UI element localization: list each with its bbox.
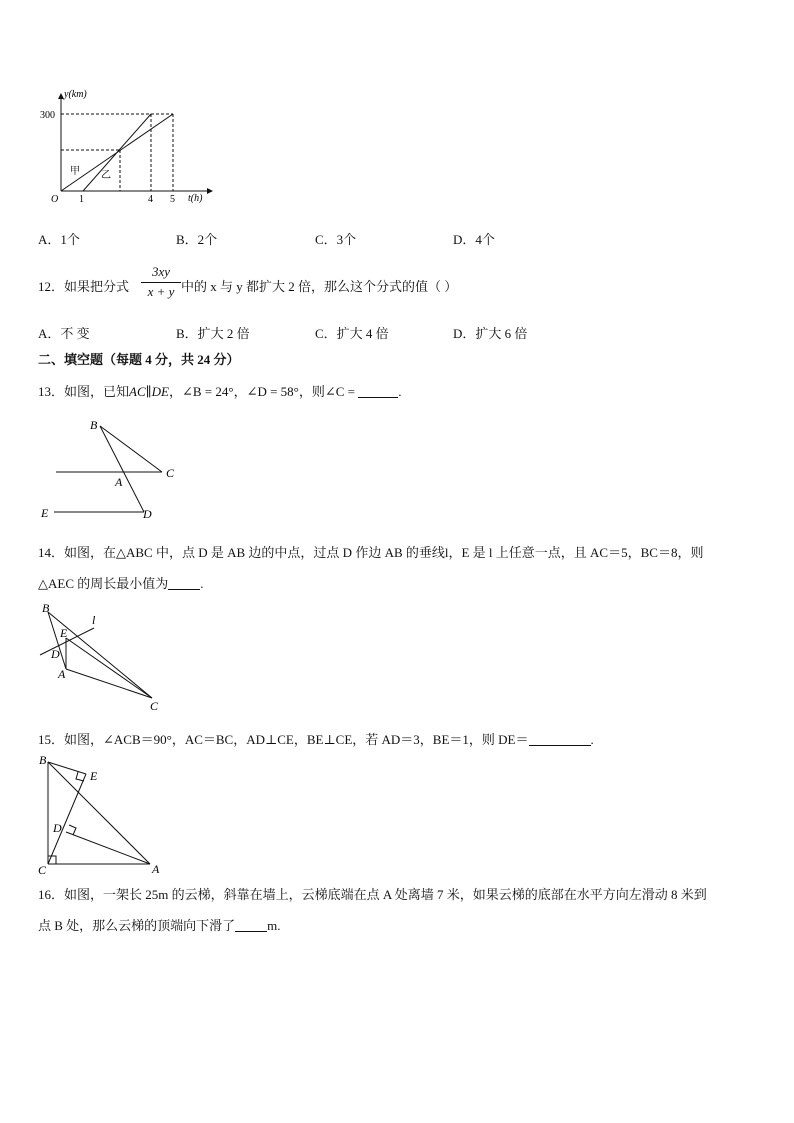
x-tick-4: 4 [148, 194, 153, 205]
q14-figure [36, 600, 166, 712]
q13-answer-blank[interactable] [358, 385, 398, 398]
q11-option-a: A．1个 [38, 232, 80, 247]
q14-label-l: l [92, 613, 96, 627]
q15-figure [36, 752, 166, 876]
q16-line2 [38, 915, 281, 934]
q12-option-d: D．扩大 6 倍 [453, 326, 528, 341]
y-axis-label: y(km) [64, 89, 87, 100]
q15-label-e: E [90, 769, 98, 783]
q11-option-b: B．2个 [176, 232, 218, 247]
q16-line1: 16．如图，一架长 25m 的云梯，斜靠在墙上，云梯底端在点 A 处离墙 7 米，如果云梯的底部在水平方向左滑动 8 米到 [38, 887, 707, 902]
q14-line2 [38, 573, 204, 592]
q15-label-d: D [53, 821, 62, 835]
q12-option-a: A．不 变 [38, 326, 90, 341]
y-tick-300: 300 [40, 110, 55, 121]
q13-label-b: B [90, 418, 98, 432]
q11-option-d: D．4个 [453, 232, 495, 247]
q12-option-c: C．扩大 4 倍 [315, 326, 389, 341]
q14-label-b: B [42, 601, 50, 615]
q12-denominator: x + y [147, 284, 175, 299]
q14-answer-blank[interactable] [168, 577, 200, 590]
q13-condition: AC∥DE [129, 384, 169, 399]
line-yi [83, 114, 151, 191]
q15-answer-blank[interactable] [529, 733, 591, 746]
q11-distance-time-graph [40, 84, 226, 214]
q12-prefix: 12．如果把分式 [38, 279, 130, 294]
label-yi: 乙 [101, 170, 111, 181]
q15-text [38, 729, 594, 748]
x-tick-1: 1 [79, 194, 84, 205]
q14-label-e: E [60, 626, 68, 640]
q14-label-a: A [58, 667, 66, 681]
q13-text-part2: ，∠B = 24°，∠D = 58°，则∠C = [168, 384, 356, 399]
q13-label-d: D [143, 507, 152, 521]
q13-text [38, 381, 402, 400]
q15-label-b: B [39, 753, 47, 767]
q11-option-c: C．3个 [315, 232, 357, 247]
q15-text-body: 15．如图，∠ACB＝90°，AC＝BC，AD⊥CE，BE⊥CE，若 AD＝3，BE＝1，则 DE＝ [38, 732, 529, 747]
label-jia: 甲 [70, 166, 80, 177]
q12-fraction [141, 264, 181, 300]
section-title-fill-in: 二、填空题（每题 4 分，共 24 分） [38, 352, 240, 367]
q16-answer-blank[interactable] [235, 919, 267, 932]
x-axis-label: t(h) [188, 193, 203, 204]
q13-text-part1: 13．如图，已知 [38, 384, 130, 399]
q14-end: . [200, 576, 204, 591]
q15-label-a: A [152, 862, 160, 876]
q16-line2-text: 点 B 处，那么云梯的顶端向下滑了 [38, 918, 236, 933]
q14-line2-text: △AEC 的周长最小值为 [38, 576, 169, 591]
q13-label-c: C [166, 466, 175, 480]
x-tick-5: 5 [170, 194, 175, 205]
q12-numerator: 3xy [151, 264, 171, 279]
q13-label-e: E [41, 506, 49, 520]
q14-label-c: C [150, 699, 159, 713]
q13-label-a: A [115, 475, 123, 489]
q14-label-d: D [51, 647, 60, 661]
q14-line1: 14．如图，在△ABC 中，点 D 是 AB 边的中点，过点 D 作边 AB 的垂线l，E 是 l 上任意一点，且 AC＝5，BC＝8，则 [38, 545, 704, 560]
origin-label: O [51, 194, 59, 205]
q12-suffix: 中的 x 与 y 都扩大 2 倍，那么这个分式的值（ ） [181, 279, 458, 294]
q15-label-c: C [38, 863, 47, 877]
q13-end: . [398, 384, 402, 399]
q12-option-b: B．扩大 2 倍 [176, 326, 250, 341]
q13-figure [38, 416, 188, 524]
q15-end: . [590, 732, 594, 747]
q16-end: m. [267, 918, 281, 933]
